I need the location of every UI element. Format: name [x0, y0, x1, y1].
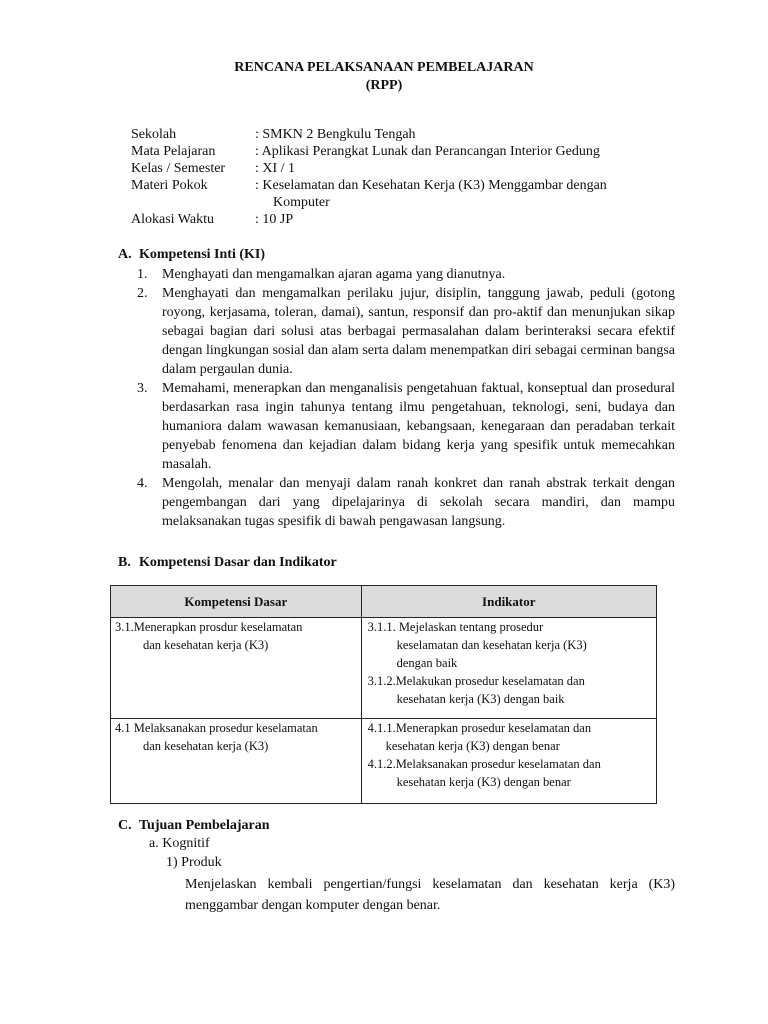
- ki-number: 1.: [137, 267, 148, 282]
- identity-label: Kelas / Semester: [131, 161, 226, 176]
- kd-line: 4.1 Melaksanakan prosedur keselamatan: [115, 721, 318, 735]
- ki-item: [137, 379, 675, 474]
- indicator-line: 3.1.2.Melakukan prosedur keselamatan dan: [367, 674, 585, 688]
- kd-indicator-table: [110, 585, 657, 804]
- identity-value: : SMKN 2 Bengkulu Tengah: [255, 127, 416, 142]
- ki-item: [137, 284, 675, 379]
- ki-list: [137, 265, 675, 531]
- ki-text: Menghayati dan mengamalkan ajaran agama yang dianutnya.: [162, 267, 506, 282]
- objective-description: Menjelaskan kembali pengertian/fungsi keselamatan dan kesehatan kerja (K3) menggambar dengan komputer dengan benar.: [185, 877, 675, 913]
- indicator-line: dengan baik: [396, 656, 458, 670]
- indicator-line: 3.1.1. Mejelaskan tentang prosedur: [367, 620, 544, 634]
- ki-number: 4.: [137, 476, 148, 491]
- table-row: [111, 719, 657, 804]
- kd-line: dan kesehatan kerja (K3): [143, 739, 269, 753]
- ki-item: [137, 265, 675, 284]
- section-b-heading: [118, 555, 337, 571]
- indicator-line: 4.1.1.Menerapkan prosedur keselamatan dan: [367, 721, 592, 735]
- ki-number: 2.: [137, 286, 148, 301]
- section-letter: B.: [118, 555, 131, 570]
- ki-number: 3.: [137, 381, 148, 396]
- subsection-cognitive: a. Kognitif: [149, 836, 210, 851]
- document-subtitle: (RPP): [365, 78, 403, 93]
- indicator-cell: [361, 618, 656, 719]
- kd-cell: [111, 618, 362, 719]
- identity-label: Materi Pokok: [131, 178, 208, 193]
- section-title: Kompetensi Dasar dan Indikator: [139, 555, 337, 570]
- identity-value: : Keselamatan dan Kesehatan Kerja (K3) Menggambar dengan: [255, 178, 607, 193]
- kd-cell: [111, 719, 362, 804]
- ki-item: [137, 474, 675, 531]
- kd-line: 3.1.Menerapkan prosdur keselamatan: [115, 620, 303, 634]
- indicator-line: kesehatan kerja (K3) dengan benar: [385, 739, 560, 753]
- indicator-line: keselamatan dan kesehatan kerja (K3): [396, 638, 587, 652]
- section-letter: A.: [118, 247, 132, 262]
- indicator-line: kesehatan kerja (K3) dengan baik: [396, 692, 565, 706]
- document-title: RENCANA PELAKSANAAN PEMBELAJARAN: [234, 60, 534, 75]
- indicator-line: kesehatan kerja (K3) dengan benar: [396, 775, 571, 789]
- section-c-heading: [118, 818, 270, 834]
- indicator-line: 4.1.2.Melaksanakan prosedur keselamatan dan: [367, 757, 601, 771]
- table-header-indicator: Indikator: [361, 586, 656, 618]
- table-header-kd: Kompetensi Dasar: [111, 586, 362, 618]
- kd-line: dan kesehatan kerja (K3): [143, 638, 269, 652]
- identity-value: : 10 JP: [255, 212, 294, 227]
- subsection-product: 1) Produk: [166, 855, 222, 870]
- table-row: [111, 618, 657, 719]
- identity-label: Mata Pelajaran: [131, 144, 216, 159]
- indicator-cell: [361, 719, 656, 804]
- identity-value: : XI / 1: [255, 161, 296, 176]
- identity-label: Sekolah: [131, 127, 177, 142]
- identity-value-cont: Komputer: [273, 195, 330, 210]
- identity-value: : Aplikasi Perangkat Lunak dan Perancangan Interior Gedung: [255, 144, 600, 159]
- section-title: Kompetensi Inti (KI): [139, 247, 265, 262]
- identity-label: Alokasi Waktu: [131, 212, 214, 227]
- section-letter: C.: [118, 818, 132, 833]
- section-a-heading: [118, 247, 265, 263]
- ki-text: Mengolah, menalar dan menyaji dalam ranah konkret dan ranah abstrak terkait dengan pengembangan dari yang dipelajarinya di sekolah secara mandiri, dan mampu melaksanakan tugas spesifik di bawah pengawasan langsung.: [162, 476, 675, 529]
- ki-text: Memahami, menerapkan dan menganalisis pengetahuan faktual, konseptual dan prosedural berdasarkan rasa ingin tahunya tentang ilmu pengetahuan, teknologi, seni, budaya dan humaniora dalam wawasan kemanusiaan, kebangsaan, kenegaraan dan peradaban terkait penyebab fenomena dan kejadian dalam bidang kerja yang spesifik untuk memecahkan masalah.: [162, 381, 675, 472]
- ki-text: Menghayati dan mengamalkan perilaku jujur, disiplin, tanggung jawab, peduli (gotong royong, kerjasama, toleran, damai), santun, responsif dan pro-aktif dan menunjukan sikap sebagai bagian dari solusi atas berbagai permasalahan dalam berinteraksi secara efektif dengan lingkungan sosial dan alam serta dalam menempatkan diri sebagai cerminan bangsa dalam pergaulan dunia.: [162, 286, 675, 377]
- section-title: Tujuan Pembelajaran: [139, 818, 270, 833]
- table-header-row: [111, 586, 657, 618]
